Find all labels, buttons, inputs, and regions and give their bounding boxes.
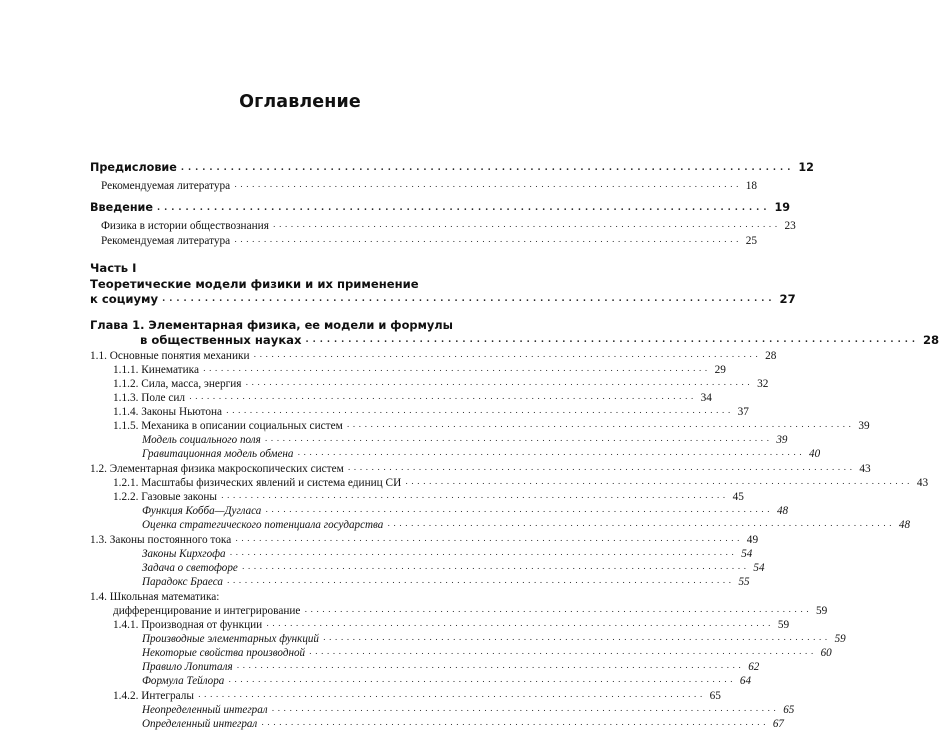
dot-leader: ...................................................................................... xyxy=(347,463,856,474)
toc-entry-topic[interactable] xyxy=(142,660,760,674)
toc-entry-label: 1.1.2. Сила, масса, энергия xyxy=(113,378,242,390)
dot-leader: ...................................................................................... xyxy=(261,717,769,728)
dot-leader: ...................................................................................... xyxy=(305,334,919,345)
toc-entry-page: 62 xyxy=(748,661,760,673)
toc-entry-label: Неопределенный интеграл xyxy=(142,704,268,716)
dot-leader: ...................................................................................... xyxy=(253,350,762,361)
dot-leader: ...................................................................................... xyxy=(264,433,773,444)
toc-entry-topic[interactable] xyxy=(142,547,753,561)
toc-entry-section[interactable] xyxy=(90,534,759,547)
dot-leader: ...................................................................................... xyxy=(162,293,776,304)
toc-entry-subsection[interactable] xyxy=(113,364,726,377)
toc-entry-subsection[interactable] xyxy=(113,406,749,419)
toc-entry-label: Рекомендуемая литература xyxy=(101,180,231,192)
dot-leader: ...................................................................................... xyxy=(236,660,745,671)
toc-entry-label: 1.4.1. Производная от функции xyxy=(113,619,263,631)
toc-entry-subsection[interactable] xyxy=(113,690,721,703)
toc-entry-subsection[interactable] xyxy=(113,392,712,405)
dot-leader: ...................................................................................... xyxy=(229,547,738,558)
dot-leader: ...................................................................................... xyxy=(297,447,806,458)
toc-entry-label: Формула Тейлора xyxy=(142,675,225,687)
toc-entry-page: 43 xyxy=(916,477,929,489)
toc-entry-page: 65 xyxy=(783,704,795,716)
toc-entry-subsection[interactable] xyxy=(113,378,769,391)
toc-entry-part-1[interactable] xyxy=(90,292,796,306)
toc-entry-page: 48 xyxy=(776,505,789,517)
toc-entry-label: 1.3. Законы постоянного тока xyxy=(90,534,232,546)
toc-entry-page: 55 xyxy=(738,576,750,588)
toc-entry-topic[interactable] xyxy=(142,703,795,717)
chapter-title-line1: Глава 1. Элементарная физика, ее модели и формулы xyxy=(90,318,453,332)
dot-leader: ...................................................................................... xyxy=(203,364,711,375)
dot-leader: ...................................................................................... xyxy=(228,674,736,685)
toc-entry-label: 1.2. Элементарная физика макроскопических систем xyxy=(90,463,344,475)
toc-entry-topic[interactable] xyxy=(142,674,751,688)
toc-entry-label: Определенный интеграл xyxy=(142,718,258,730)
toc-entry-label: 1.1.5. Механика в описании социальных систем xyxy=(113,420,343,432)
toc-entry-page: 32 xyxy=(757,378,769,390)
toc-entry-page: 25 xyxy=(745,235,758,247)
toc-entry-label: 1.1.1. Кинематика xyxy=(113,364,199,376)
dot-leader: ...................................................................................... xyxy=(234,235,742,246)
toc-entry-label: Законы Кирхгофа xyxy=(142,548,226,560)
toc-entry-topic[interactable] xyxy=(142,632,846,646)
toc-entry-page: 60 xyxy=(820,647,832,659)
toc-entry-label: Модель социального поля xyxy=(142,434,261,446)
toc-entry-label: Предисловие xyxy=(90,161,177,174)
toc-entry-topic[interactable] xyxy=(142,433,788,447)
toc-entry-page: 39 xyxy=(776,434,788,446)
toc-entry-page: 65 xyxy=(709,690,721,702)
toc-entry-label: дифференцирование и интегрирование xyxy=(113,605,301,617)
toc-entry-topic[interactable] xyxy=(142,518,910,532)
toc-entry-section[interactable] xyxy=(90,350,777,363)
toc-entry-label: 1.4.2. Интегралы xyxy=(113,690,195,702)
dot-leader: ...................................................................................... xyxy=(234,180,742,191)
toc-entry-subsection[interactable] xyxy=(113,619,790,632)
toc-entry-page: 28 xyxy=(922,333,939,347)
toc-entry-introduction[interactable] xyxy=(90,201,791,215)
toc-entry-section[interactable] xyxy=(90,463,871,476)
toc-entry-page: 18 xyxy=(745,180,758,192)
toc-entry-label: Оценка стратегического потенциала государства xyxy=(142,519,384,531)
toc-entry-page: 23 xyxy=(784,220,796,232)
toc-entry-page: 43 xyxy=(859,463,871,475)
toc-entry-label: к социуму xyxy=(90,292,159,306)
toc-entry-page: 34 xyxy=(700,392,712,404)
toc-entry-page: 45 xyxy=(732,491,744,503)
toc-entry-recommended-literature-2[interactable] xyxy=(101,235,758,248)
toc-entry-page: 40 xyxy=(809,448,821,460)
toc-entry-subsection[interactable] xyxy=(113,420,870,433)
dot-leader: ...................................................................................... xyxy=(322,632,831,643)
toc-entry-page: 27 xyxy=(779,292,796,306)
toc-entry-preface[interactable] xyxy=(90,161,814,175)
page-title: Оглавление xyxy=(239,92,361,112)
dot-leader: ...................................................................................... xyxy=(221,491,729,502)
toc-entry-subsection[interactable] xyxy=(113,491,744,504)
part-number: Часть I xyxy=(90,261,137,275)
toc-entry-section[interactable] xyxy=(113,605,828,618)
toc-entry-page: 54 xyxy=(741,548,753,560)
toc-entry-recommended-literature[interactable] xyxy=(101,180,758,193)
toc-entry-page: 67 xyxy=(772,718,784,730)
toc-entry-label: 1.1.4. Законы Ньютона xyxy=(113,406,223,418)
toc-entry-label: Некоторые свойства производной xyxy=(142,647,306,659)
toc-entry-topic[interactable] xyxy=(142,575,750,589)
dot-leader: ...................................................................................... xyxy=(241,561,750,572)
toc-entry-label: Задача о светофоре xyxy=(142,562,238,574)
toc-entry-topic[interactable] xyxy=(142,447,821,461)
toc-entry-label: Гравитационная модель обмена xyxy=(142,448,294,460)
toc-entry-label: 1.2.1. Масштабы физических явлений и система единиц СИ xyxy=(113,477,402,489)
toc-entry-page: 54 xyxy=(753,562,765,574)
toc-entry-page: 12 xyxy=(798,161,814,174)
toc-entry-page: 29 xyxy=(714,364,726,376)
toc-entry-topic[interactable] xyxy=(142,646,832,660)
part-title-line1: Теоретические модели физики и их применение xyxy=(90,277,419,291)
dot-leader: ...................................................................................... xyxy=(309,646,817,657)
dot-leader: ...................................................................................... xyxy=(198,690,706,701)
toc-entry-label: 1.1.3. Поле сил xyxy=(113,392,186,404)
dot-leader: ...................................................................................... xyxy=(346,420,855,431)
toc-entry-subsection[interactable] xyxy=(113,477,929,490)
dot-leader: ...................................................................................... xyxy=(265,504,773,515)
toc-entry-label: Производные элементарных функций xyxy=(142,633,319,645)
toc-entry-page: 59 xyxy=(834,633,846,645)
toc-entry-page: 49 xyxy=(746,534,759,546)
toc-entry-label: Правило Лопиталя xyxy=(142,661,233,673)
dot-leader: ...................................................................................... xyxy=(272,220,781,231)
toc-entry-label: 1.1. Основные понятия механики xyxy=(90,350,250,362)
dot-leader: ...................................................................................... xyxy=(180,162,795,173)
toc-entry-page: 59 xyxy=(777,619,790,631)
dot-leader: ...................................................................................... xyxy=(245,378,754,389)
toc-entry-label: Рекомендуемая литература xyxy=(101,235,231,247)
toc-entry-label: Функция Кобба—Дугласа xyxy=(142,505,262,517)
toc-entry-chapter-1[interactable] xyxy=(140,333,939,347)
toc-entry-label: Физика в истории обществознания xyxy=(101,220,269,232)
dot-leader: ...................................................................................... xyxy=(405,477,913,488)
toc-entry-label: в общественных науках xyxy=(140,333,302,347)
toc-entry-topic[interactable] xyxy=(142,717,784,731)
toc-entry-page: 37 xyxy=(737,406,749,418)
toc-entry-physics-history[interactable] xyxy=(101,220,796,233)
toc-entry-page: 19 xyxy=(774,201,791,214)
dot-leader: ...................................................................................... xyxy=(235,534,743,545)
dot-leader: ...................................................................................... xyxy=(266,619,774,630)
dot-leader: ...................................................................................... xyxy=(271,703,780,714)
toc-entry-topic[interactable] xyxy=(142,561,765,575)
dot-leader: ...................................................................................... xyxy=(226,406,734,417)
section-title-line1: 1.4. Школьная математика: xyxy=(90,591,220,603)
toc-entry-page: 64 xyxy=(739,675,751,687)
dot-leader: ...................................................................................... xyxy=(156,202,771,213)
dot-leader: ...................................................................................... xyxy=(304,605,813,616)
toc-entry-topic[interactable] xyxy=(142,504,789,518)
toc-entry-label: Парадокс Браеса xyxy=(142,576,223,588)
toc-entry-label: Введение xyxy=(90,201,153,214)
toc-entry-page: 39 xyxy=(858,420,870,432)
toc-entry-label: 1.2.2. Газовые законы xyxy=(113,491,217,503)
toc-entry-page: 28 xyxy=(765,350,777,362)
dot-leader: ...................................................................................... xyxy=(226,575,735,586)
toc-entry-page: 48 xyxy=(898,519,910,531)
dot-leader: ...................................................................................... xyxy=(387,518,895,529)
toc-entry-page: 59 xyxy=(816,605,828,617)
dot-leader: ...................................................................................... xyxy=(189,392,697,403)
